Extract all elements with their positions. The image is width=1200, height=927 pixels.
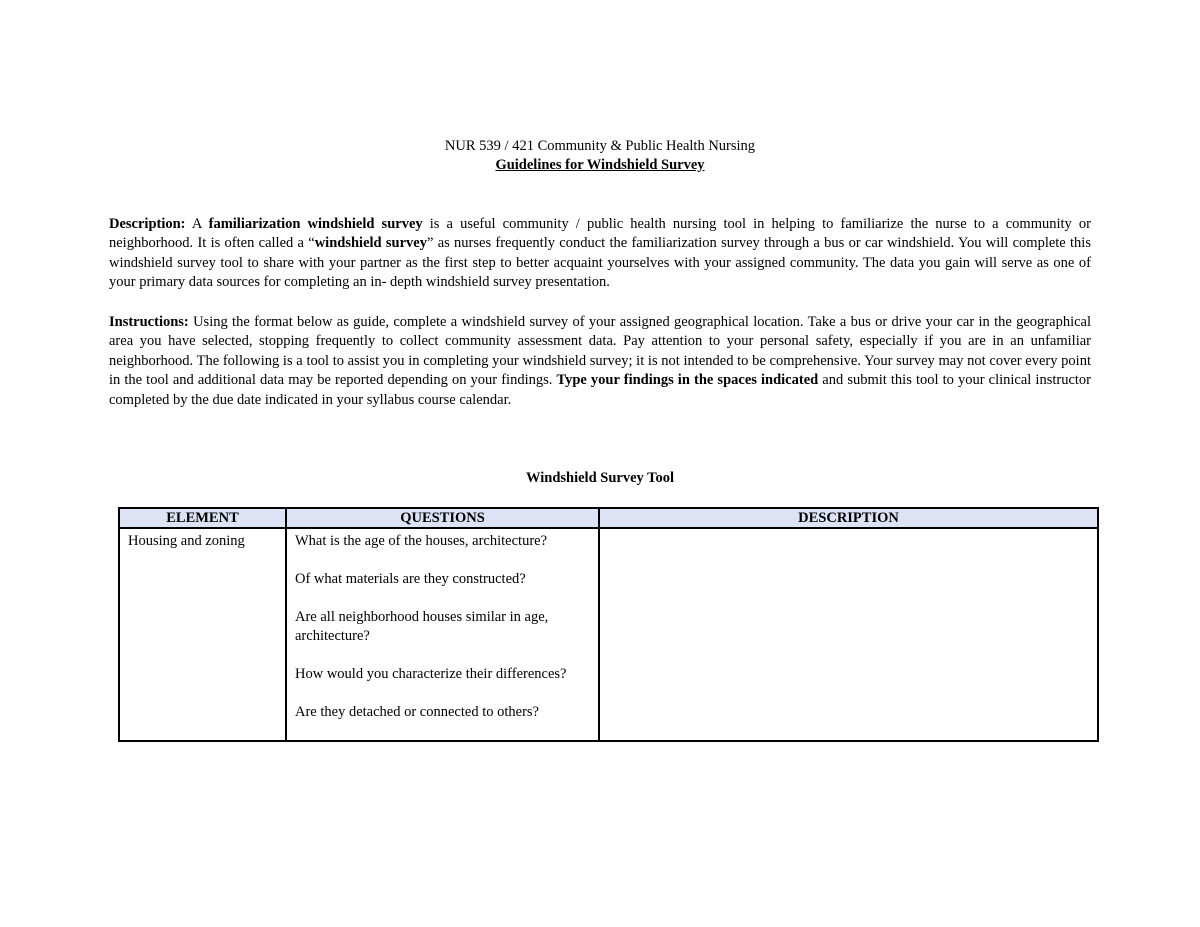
instructions-bold-1: Type your findings in the spaces indicated (556, 372, 819, 389)
instructions-label: Instructions: (109, 314, 189, 330)
description-text-2: is a useful community / public health nursing tool in helping to familiarize the nurse to a community or neighborhood. It is often called a “ (109, 216, 1091, 252)
description-label: Description: (109, 216, 186, 232)
table-row (119, 528, 1098, 741)
question-item: Of what materials are they constructed? (295, 571, 526, 587)
description-text-3: ” as nurses frequently conduct the familiarization survey through a bus or car windshield. You will complete this windshield survey tool to share with your partner as the first step to better acquaint yourselves with your assigned community. The data you gain will serve as one of your primary data sources for completing an in- depth windshield survey presentation. (109, 235, 1091, 291)
element-cell: Housing and zoning (119, 528, 286, 741)
question-item: What is the age of the houses, architecture? (295, 533, 548, 549)
description-text-1: A (185, 216, 209, 232)
question-item: How would you characterize their differences? (295, 666, 567, 682)
course-title: NUR 539 / 421 Community & Public Health Nursing (444, 138, 756, 154)
description-cell[interactable] (599, 528, 1098, 741)
question-item: Are all neighborhood houses similar in age, architecture? (295, 609, 549, 644)
questions-cell (286, 528, 599, 741)
survey-table (118, 507, 1099, 742)
description-paragraph (109, 215, 1091, 293)
instructions-text-1: Using the format below as guide, complete a windshield survey of your assigned geographical location. Take a bus or drive your car in the geographical area you have selected, stopping frequently to collect community assessment data. Pay attention to your personal safety, especially if you are in an unfamiliar neighborhood. The following is a tool to assist you in completing your windshield survey; it is not intended to be comprehensive. Your survey may not cover every point in the tool and additional data may be reported depending on your findings. (109, 314, 1091, 389)
header-element: ELEMENT (119, 508, 286, 528)
description-bold-1: familiarization windshield survey (208, 216, 423, 232)
survey-tool-title: Windshield Survey Tool (525, 470, 675, 486)
document-subtitle: Guidelines for Windshield Survey (495, 157, 705, 173)
instructions-paragraph (109, 313, 1091, 410)
instructions-text-2: and submit this tool to your clinical instructor completed by the due date indicated in your syllabus course calendar. (109, 372, 1091, 408)
header-description: DESCRIPTION (599, 508, 1098, 528)
document-header (0, 137, 1200, 175)
question-item: Are they detached or connected to others? (295, 704, 539, 720)
header-questions: QUESTIONS (286, 508, 599, 528)
table-header-row (119, 508, 1098, 528)
description-bold-2: windshield survey (314, 235, 427, 252)
